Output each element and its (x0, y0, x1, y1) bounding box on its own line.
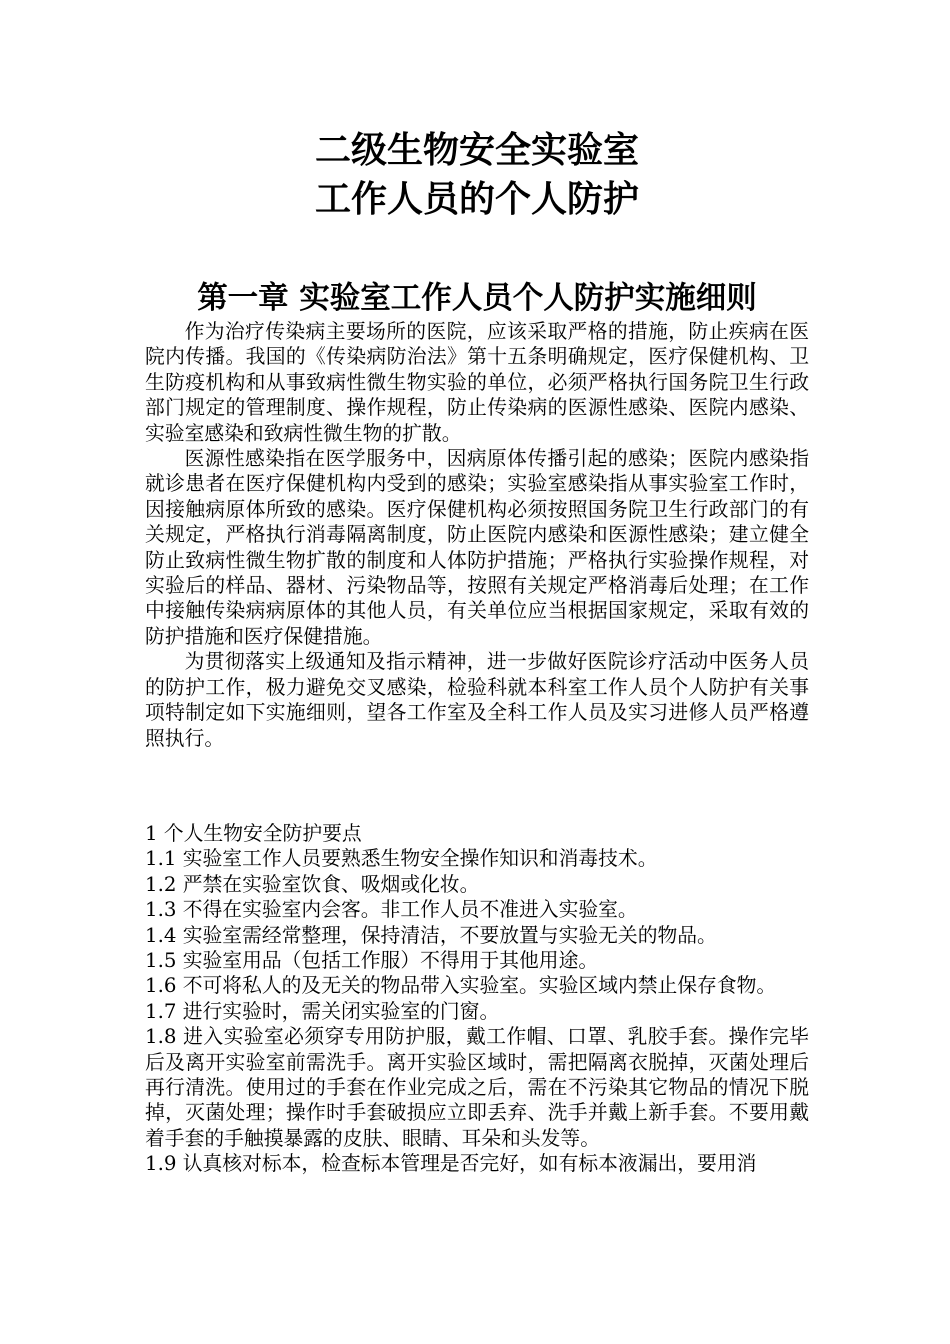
intro-paragraph: 医源性感染指在医学服务中，因病原体传播引起的感染；医院内感染指就诊患者在医疗保健机构内受到的感染；实验室感染指从事实验室工作时，因接触病原体所致的感染。医疗保健机构必须按照国务院卫生行政部门的有关规定，严格执行消毒隔离制度，防止医院内感染和医源性感染；建立健全防止致病性微生物扩散的制度和人体防护措施；严格执行实验操作规程，对实验后的样品、器材、污染物品等，按照有关规定严格消毒后处理；在工作中接触传染病病原体的其他人员，有关单位应当根据国家规定，采取有效的防护措施和医疗保健措施。 (145, 447, 809, 648)
document-title-line-1: 二级生物安全实验室 (314, 130, 639, 171)
rule-item: 1.3 不得在实验室内会客。非工作人员不准进入实验室。 (145, 898, 638, 922)
rule-item: 1.4 实验室需经常整理，保持清洁，不要放置与实验无关的物品。 (145, 923, 717, 947)
intro-section (145, 319, 809, 751)
intro-paragraph: 为贯彻落实上级通知及指示精神，进一步做好医院诊疗活动中医务人员的防护工作，极力避免交叉感染，检验科就本科室工作人员个人防护有关事项特制定如下实施细则，望各工作室及全科工作人员及实习进修人员严格遵照执行。 (145, 650, 809, 750)
rules-section (145, 821, 809, 1177)
document-title-line-2: 工作人员的个人防护 (314, 179, 639, 220)
rule-item: 1.5 实验室用品（包括工作服）不得用于其他用途。 (145, 949, 599, 973)
rule-item: 1.8 进入实验室必须穿专用防护服，戴工作帽、口罩、乳胶手套。操作完毕后及离开实验室前需洗手。离开实验区域时，需把隔离衣脱掉，灭菌处理后再行清洗。使用过的手套在作业完成之后，需在不污染其它物品的情况下脱掉，灭菌处理；操作时手套破损应立即丢弃、洗手并戴上新手套。不要用戴着手套的手触摸暴露的皮肤、眼睛、耳朵和头发等。 (145, 1025, 809, 1150)
section-heading: 1 个人生物安全防护要点 (145, 822, 362, 845)
rule-item: 1.7 进行实验时，需关闭实验室的门窗。 (145, 999, 500, 1023)
intro-paragraph: 作为治疗传染病主要场所的医院，应该采取严格的措施，防止疾病在医院内传播。我国的《传染病防治法》第十五条明确规定，医疗保健机构、卫生防疫机构和从事致病性微生物实验的单位，必须严格执行国务院卫生行政部门规定的管理制度、操作规程，防止传染病的医源性感染、医院内感染、实验室感染和致病性微生物的扩散。 (145, 320, 809, 445)
rule-item: 1.2 严禁在实验室饮食、吸烟或化妆。 (145, 872, 480, 896)
rule-item: 1.6 不可将私人的及无关的物品带入实验室。实验区域内禁止保存食物。 (145, 974, 777, 998)
chapter-heading: 第一章 实验室工作人员个人防护实施细则 (197, 281, 757, 317)
rule-item: 1.1 实验室工作人员要熟悉生物安全操作知识和消毒技术。 (145, 847, 658, 871)
rule-item: 1.9 认真核对标本，检查标本管理是否完好，如有标本液漏出，要用消 (145, 1152, 757, 1176)
